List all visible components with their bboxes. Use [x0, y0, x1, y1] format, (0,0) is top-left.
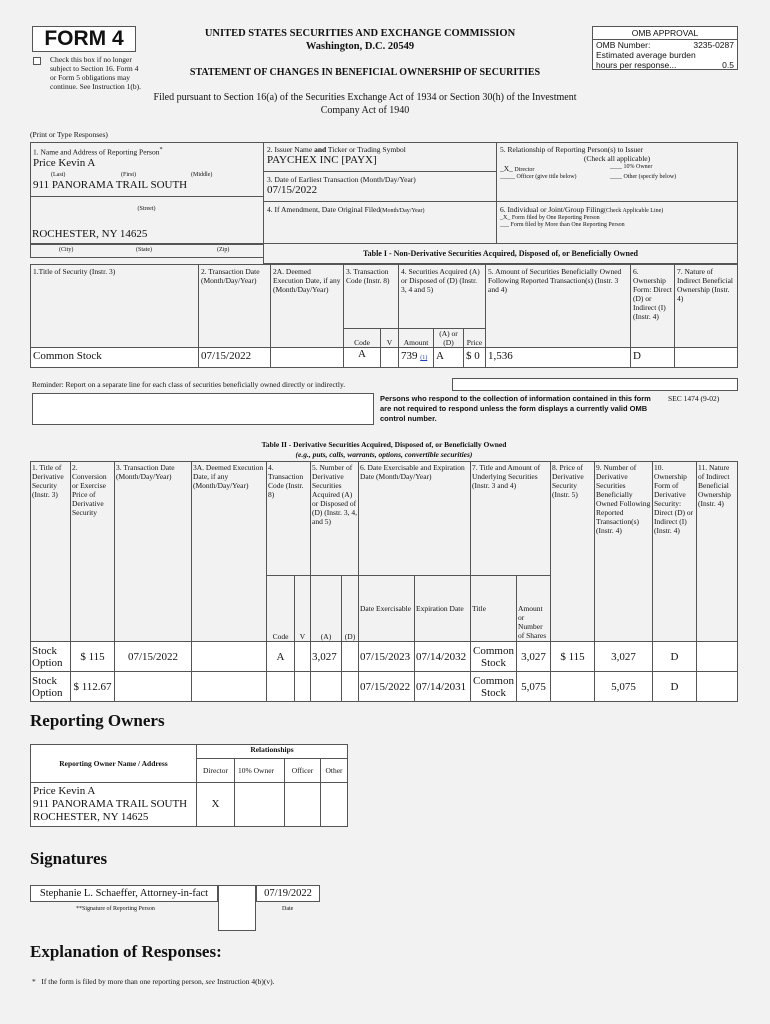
t2-r2-owned: 5,075 — [595, 672, 653, 702]
explanation-text-see: see — [205, 977, 216, 986]
city-value: ROCHESTER, NY 14625 — [32, 228, 148, 240]
t2-sub-a: (A) — [311, 576, 342, 642]
t2-r2-conversion: $ 112.67 — [71, 672, 115, 702]
explanation-text-post: Instruction 4(b)(v). — [215, 977, 275, 986]
print-note — [30, 130, 108, 139]
other-label: Other (specify below) — [623, 174, 677, 180]
t2-header-underlying: 7. Title and Amount of Underlying Securities (Instr. 3 and 4) — [471, 462, 551, 576]
box2-label-pre: 2. Issuer Name — [267, 145, 315, 154]
ten-pct-label: 10% Owner — [623, 164, 653, 170]
t2-r2-form: D — [653, 672, 697, 702]
director-label: Director — [514, 167, 535, 173]
omb-approval-box — [592, 26, 738, 70]
t1-header-code: 3. Transaction Code (Instr. 8) — [344, 265, 399, 329]
signature-date: 07/19/2022 — [264, 888, 312, 899]
reminder-text: Reminder: Report on a separate line for each class of securities beneficially owned directly or indirectly. — [32, 380, 346, 389]
agency-title: UNITED STATES SECURITIES AND EXCHANGE COMMISSION — [204, 28, 516, 39]
filing-type-box — [497, 202, 738, 244]
t1-row-price: $ 0 — [464, 348, 486, 368]
t2-r1-deriv-price: $ 115 — [551, 642, 595, 672]
t2-row-1 — [31, 642, 738, 672]
t2-header-conversion: 2. Conversion or Exercise Price of Derivative Security — [71, 462, 115, 642]
t2-r1-title: Stock Option — [31, 642, 71, 672]
earliest-transaction-box — [263, 172, 497, 202]
t1-row-form: D — [631, 348, 675, 368]
filed-pursuant — [150, 91, 580, 117]
t2-r1-underlying-amount: 3,027 — [517, 642, 551, 672]
signature-label-text: Signature of Reporting Person — [82, 906, 155, 912]
officer-label: Officer (give title below) — [516, 174, 577, 180]
t2-r2-v — [295, 672, 311, 702]
filing-line-two: ___ Form filed by More than One Reporting Person — [500, 222, 625, 228]
t1-row-code: A — [344, 348, 381, 368]
t1-row-deemed — [271, 348, 344, 368]
t1-row-nature — [675, 348, 738, 368]
omb-number-row — [593, 40, 737, 50]
form-title-text: FORM 4 — [44, 27, 124, 50]
t2-r2-exercisable: 07/15/2022 — [359, 672, 415, 702]
zip-label: (Zip) — [217, 247, 230, 253]
t2-sub-code: Code — [267, 576, 295, 642]
t2-sub-expiration: Expiration Date — [415, 576, 471, 642]
filing-line-one: _X_ Form filed by One Reporting Person — [500, 215, 600, 221]
signer-name: Stephanie L. Schaeffer, Attorney-in-fact — [39, 888, 209, 899]
state-label: (State) — [136, 247, 152, 253]
t2-r2-expiration: 07/14/2031 — [415, 672, 471, 702]
owner-director-mark: X — [197, 783, 235, 827]
signatures-heading: Signatures — [30, 849, 108, 868]
middle-label: (Middle) — [191, 171, 213, 178]
t1-row — [31, 348, 738, 368]
t2-r2-deriv-price — [551, 672, 595, 702]
t2-r1-v — [295, 642, 311, 672]
city-state-zip-row — [30, 244, 263, 258]
t2-r2-code — [267, 672, 295, 702]
owners-col-officer: Officer — [285, 759, 321, 783]
box6-label: 6. Individual or Joint/Group Filing — [500, 205, 604, 214]
agency-city: Washington, D.C. 20549 — [305, 41, 415, 52]
explanation-text-pre: If the form is filed by more than one reporting person, — [41, 977, 206, 986]
earliest-transaction-date: 07/15/2022 — [267, 184, 318, 196]
t2-header-number: 5. Number of Derivative Securities Acquired (A) or Disposed of (D) (Instr. 3, 4, and 5) — [311, 462, 359, 576]
t2-r1-date: 07/15/2022 — [115, 642, 192, 672]
signer-box — [30, 885, 218, 902]
t2-header-deemed: 3A. Deemed Execution Date, if any (Month/Day/Year) — [192, 462, 267, 642]
t2-header-owned: 9. Number of Derivative Securities Beneficially Owned Following Reported Transaction(s) (Instr. 4) — [595, 462, 653, 642]
box3-label: 3. Date of Earliest Transaction (Month/Day/Year) — [267, 175, 416, 184]
statement-title — [150, 67, 580, 79]
t1-row-date: 07/15/2022 — [199, 348, 271, 368]
t1-row-aord: A — [434, 348, 464, 368]
box2-label-post: Ticker or Trading Symbol — [326, 145, 406, 154]
last-label: (Last) — [51, 171, 66, 178]
t1-header-amount-owned: 5. Amount of Securities Beneficially Owned Following Reported Transaction(s) (Instr. 3 and 4) — [486, 265, 631, 348]
reporting-owners-heading: Reporting Owners — [30, 711, 165, 730]
t2-r2-title: Stock Option — [31, 672, 71, 702]
t1-row-owned: 1,536 — [486, 348, 631, 368]
t1-sub-price: Price — [464, 329, 486, 348]
omb-burden: Estimated average burden — [596, 50, 696, 60]
signature-label-mark: ** — [76, 906, 82, 912]
t2-r2-a — [311, 672, 342, 702]
issuer-value: PAYCHEX INC [PAYX] — [267, 154, 377, 166]
explanation-heading: Explanation of Responses: — [30, 942, 222, 961]
director-checked-mark: _X_ — [500, 164, 513, 173]
agency-name — [150, 27, 570, 53]
owner-name: Price Kevin A — [33, 785, 96, 797]
t2-header-price: 8. Price of Derivative Security (Instr. 5) — [551, 462, 595, 642]
box4-label-small: (Month/Day/Year) — [380, 208, 425, 214]
signature-date-box — [256, 885, 320, 902]
reporting-owners-table — [30, 744, 348, 827]
table1-title-text: Table I - Non-Derivative Securities Acquired, Disposed of, or Beneficially Owned — [363, 249, 638, 258]
t1-header-securities: 4. Securities Acquired (A) or Disposed of (D) (Instr. 3, 4 and 5) — [399, 265, 486, 329]
t1-header-date: 2. Transaction Date (Month/Day/Year) — [199, 265, 271, 348]
form-title — [32, 26, 136, 52]
owner-city: ROCHESTER, NY 14625 — [33, 811, 149, 823]
t2-r1-d — [342, 642, 359, 672]
box4-label: 4. If Amendment, Date Original Filed — [267, 205, 381, 214]
t2-r1-code: A — [267, 642, 295, 672]
t2-r1-underlying-title: Common Stock — [471, 642, 517, 672]
owner-officer-cell — [285, 783, 321, 827]
box1-label: 1. Name and Address of Reporting Person — [33, 147, 160, 157]
t2-r2-underlying-amount: 5,075 — [517, 672, 551, 702]
sec-form-number: SEC 1474 (9-02) — [668, 394, 720, 403]
t1-sub-amount: Amount — [399, 329, 434, 348]
owner-ten-cell — [235, 783, 285, 827]
t2-header-code: 4. Transaction Code (Instr. 8) — [267, 462, 311, 576]
t2-sub-d: (D) — [342, 576, 359, 642]
street-value: 911 PANORAMA TRAIL SOUTH — [33, 178, 188, 191]
check-all-label: (Check all applicable) — [583, 154, 651, 163]
t2-r1-expiration: 07/14/2032 — [415, 642, 471, 672]
reporting-person-name: Price Kevin A — [33, 156, 96, 169]
table2-title — [30, 440, 738, 460]
t1-row-title: Common Stock — [31, 348, 199, 368]
owners-col-name: Reporting Owner Name / Address — [31, 745, 197, 783]
omb-hours: 0.5 — [722, 60, 734, 70]
t2-sub-v: V — [295, 576, 311, 642]
city-label: (City) — [59, 247, 74, 253]
t2-r2-d — [342, 672, 359, 702]
omb-title: OMB APPROVAL — [593, 27, 737, 40]
table2 — [30, 461, 738, 702]
owners-col-other: Other — [321, 759, 348, 783]
omb-hours-row — [593, 60, 737, 70]
street-label: (Street) — [137, 206, 156, 212]
t2-header-date: 3. Transaction Date (Month/Day/Year) — [115, 462, 192, 642]
t2-r1-deemed — [192, 642, 267, 672]
omb-persons-notice: Persons who respond to the collection of information contained in this form are not required to respond unless the form displays a currently valid OMB control number. — [380, 394, 651, 423]
t2-r1-nature — [697, 642, 738, 672]
t1-sub-v: V — [381, 329, 399, 348]
owners-col-director: Director — [197, 759, 235, 783]
checkbox-label-text: Check this box if no longer subject to Section 16. Form 4 or Form 5 obligations may continue. See Instruction 1(b). — [50, 55, 142, 91]
table2-subtitle: (e.g., puts, calls, warrants, options, convertible securities) — [295, 450, 473, 459]
no-longer-subject-checkbox[interactable] — [33, 57, 41, 65]
signature-spacer-box — [218, 885, 256, 931]
street-divider — [30, 196, 263, 197]
t2-r2-underlying-title: Common Stock — [471, 672, 517, 702]
t1-header-nature: 7. Nature of Indirect Beneficial Ownership (Instr. 4) — [675, 265, 738, 348]
table1-title — [263, 244, 738, 264]
t2-r1-owned: 3,027 — [595, 642, 653, 672]
footnote-link[interactable]: (1) — [420, 355, 428, 361]
box1-asterisk: * — [159, 146, 163, 153]
owners-col-ten: 10% Owner — [235, 759, 285, 783]
issuer-box — [263, 142, 497, 172]
table1 — [30, 264, 738, 368]
explanation-line — [32, 977, 274, 986]
box5-label: 5. Relationship of Reporting Person(s) to Issuer — [500, 145, 644, 154]
t1-header-deemed: 2A. Deemed Execution Date, if any (Month/Day/Year) — [271, 265, 344, 348]
t1-row-amount: 739 — [401, 350, 418, 362]
omb-hours-label: hours per response... — [596, 60, 677, 70]
t2-sub-title: Title — [471, 576, 517, 642]
statement-text: STATEMENT OF CHANGES IN BENEFICIAL OWNERSHIP OF SECURITIES — [189, 67, 541, 78]
owners-relationships: Relationships — [197, 745, 348, 759]
t2-header-exercisable: 6. Date Exercisable and Expiration Date (Month/Day/Year) — [359, 462, 471, 576]
t2-r2-nature — [697, 672, 738, 702]
owner-other-cell — [321, 783, 348, 827]
t2-r1-form: D — [653, 642, 697, 672]
reminder-box-left — [32, 393, 374, 425]
t1-header-title: 1.Title of Security (Instr. 3) — [31, 265, 199, 348]
owners-row — [31, 783, 348, 827]
t2-header-title: 1. Title of Derivative Security (Instr. 3) — [31, 462, 71, 642]
t2-r1-conversion: $ 115 — [71, 642, 115, 672]
first-label: (First) — [121, 171, 136, 178]
checkbox-label — [50, 55, 145, 91]
omb-number: 3235-0287 — [693, 40, 734, 50]
t2-header-nature: 11. Nature of Indirect Beneficial Ownership (Instr. 4) — [697, 462, 738, 642]
amendment-box — [263, 202, 497, 244]
t2-sub-amount: Amount or Number of Shares — [517, 576, 551, 642]
t1-sub-aord: (A) or (D) — [434, 329, 464, 348]
owner-street: 911 PANORAMA TRAIL SOUTH — [33, 798, 188, 810]
t2-header-form: 10. Ownership Form of Derivative Security: Direct (D) or Indirect (I) (Instr. 4) — [653, 462, 697, 642]
t1-row-v — [381, 348, 399, 368]
t1-header-ownership-form: 6. Ownership Form: Direct (D) or Indirect (I) (Instr. 4) — [631, 265, 675, 348]
t2-r1-exercisable: 07/15/2023 — [359, 642, 415, 672]
reminder-box-right — [452, 378, 738, 391]
table2-title-text: Table II - Derivative Securities Acquired, Disposed of, or Beneficially Owned — [261, 440, 507, 449]
t2-row-2 — [31, 672, 738, 702]
print-note-text: (Print or Type Responses) — [30, 130, 108, 139]
box6-label-small: (Check Applicable Line) — [603, 208, 664, 214]
filed-pursuant-text: Filed pursuant to Section 16(a) of the Securities Exchange Act of 1934 or Section 30(h) of the Investment Company Act of 1940 — [153, 92, 577, 116]
t2-r2-deemed — [192, 672, 267, 702]
relationship-box: 5. Relationship of Reporting Person(s) to Issuer (Check all applicable) _X_ Director ____ 10% Owner _____ Officer (give title below) ____ Other (specify below) — [497, 142, 738, 202]
omb-number-label: OMB Number: — [596, 40, 651, 50]
t1-sub-code: Code — [344, 329, 381, 348]
date-label: Date — [282, 906, 294, 912]
t2-r2-date — [115, 672, 192, 702]
explanation-bullet: * — [32, 977, 36, 986]
signature-label — [76, 906, 155, 913]
t2-sub-exercisable: Date Exercisable — [359, 576, 415, 642]
box2-label-and: and — [314, 145, 327, 154]
t2-r1-a: 3,027 — [311, 642, 342, 672]
